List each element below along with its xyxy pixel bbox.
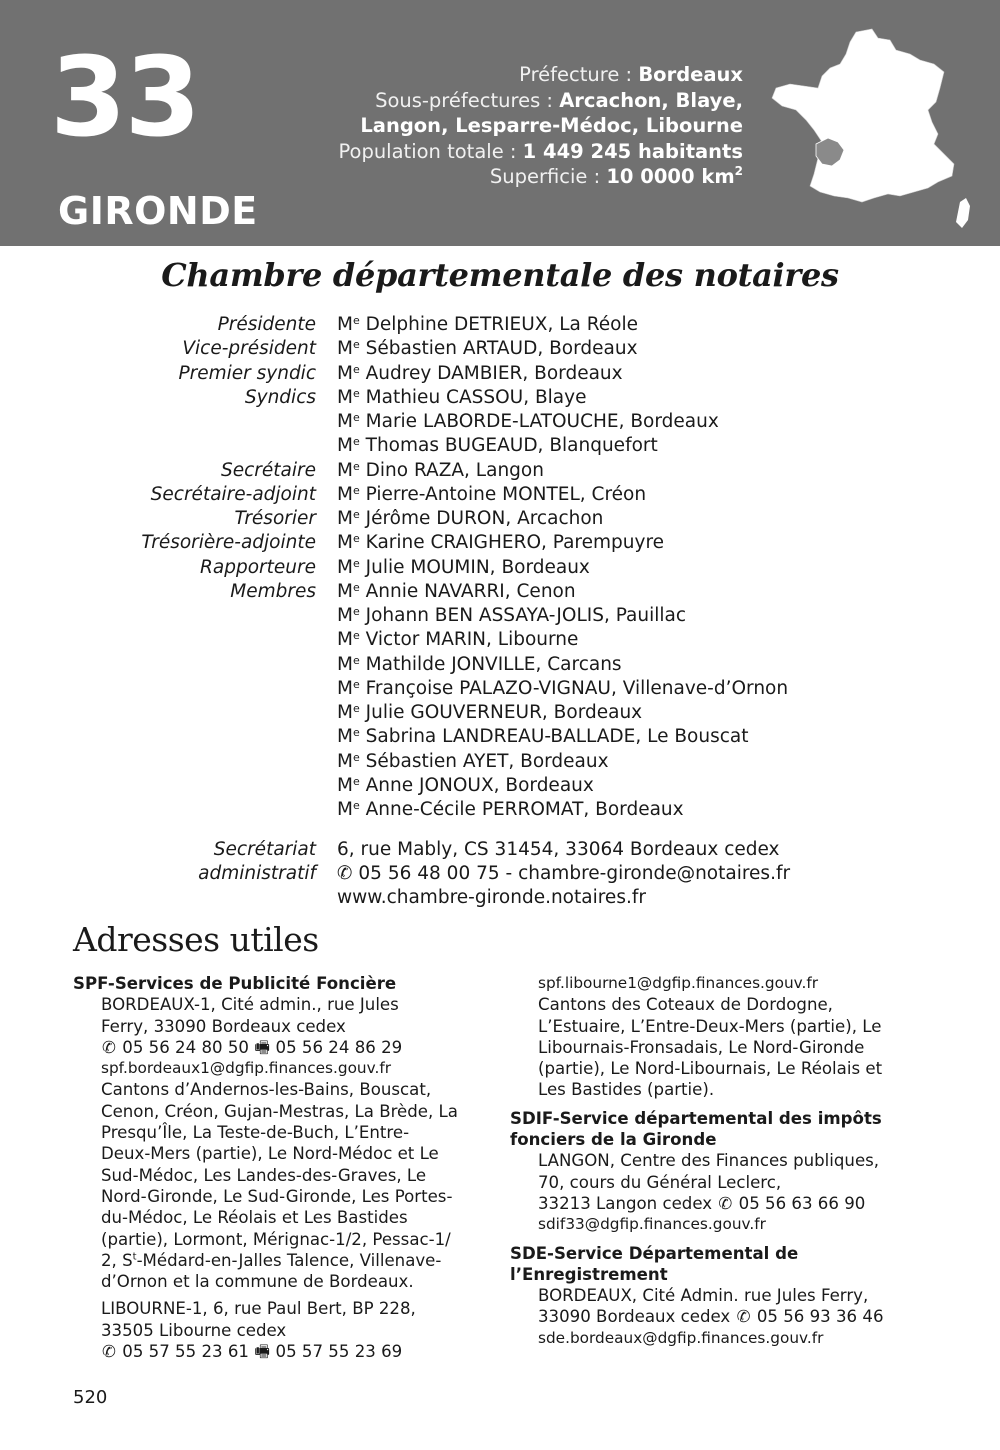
prefecture-label: Préfecture :: [519, 63, 633, 86]
member-name: Sébastien AYET, Bordeaux: [365, 750, 609, 772]
roster-member: [337, 459, 544, 483]
member-name: Audrey DAMBIER, Bordeaux: [365, 362, 623, 384]
title-prefix: M: [337, 362, 353, 384]
secretariat-address: 6, rue Mably, CS 31454, 33064 Bordeaux cedex: [337, 839, 780, 860]
roster-role: Trésorière-adjointe: [141, 532, 316, 554]
title-prefix: M: [337, 386, 353, 408]
roster-member: [337, 410, 719, 434]
title-prefix: M: [337, 750, 353, 772]
roster-row: [0, 459, 1000, 483]
title-prefix-sup: e: [352, 314, 360, 327]
member-name: Julie GOUVERNEUR, Bordeaux: [365, 702, 643, 723]
department-number: 33: [50, 33, 200, 161]
area-exponent: 2: [734, 164, 743, 178]
canton-line: (partie), Le Nord-Libournais, Le Réolais et: [538, 1059, 883, 1079]
spf-bordeaux-entry: [73, 994, 491, 1292]
sdif-heading: [510, 1108, 930, 1151]
member-name: Sébastien ARTAUD, Bordeaux: [365, 338, 638, 360]
roster-role: Secrétaire: [220, 459, 316, 481]
title-prefix-sup: e: [352, 799, 360, 812]
subprefectures-line-2: [338, 113, 743, 139]
roster-member: [337, 701, 642, 725]
spf-libourne-phone: 05 57 55 23 61: [122, 1342, 249, 1362]
title-prefix-sup: e: [352, 386, 360, 400]
prefecture-value: Bordeaux: [638, 63, 743, 86]
spf-bordeaux-email[interactable]: spf.bordeaux1@dgfip.finances.gouv.fr: [101, 1059, 392, 1078]
title-prefix-sup: e: [352, 750, 360, 764]
member-name: Pierre-Antoine MONTEL, Créon: [365, 483, 647, 505]
sde-city: 33090 Bordeaux cedex: [538, 1307, 731, 1327]
secretariat-row-2: [0, 862, 1000, 886]
france-mainland-shape: [772, 29, 954, 202]
sdif-email[interactable]: sdif33@dgfip.finances.gouv.fr: [538, 1215, 766, 1234]
canton-line: Cantons d’Andernos-les-Bains, Bouscat,: [101, 1080, 432, 1100]
title-prefix: M: [337, 677, 353, 699]
title-prefix: M: [337, 435, 353, 457]
member-name: Sabrina LANDREAU-BALLADE, Le Bouscat: [365, 726, 749, 748]
spf-heading: SPF-Services de Publicité Foncière: [73, 974, 397, 993]
member-name: Mathilde JONVILLE, Carcans: [365, 653, 622, 675]
secretariat-block: [0, 838, 1000, 910]
secretariat-row-1: [0, 838, 1000, 862]
addresses-right-column: [510, 973, 930, 1349]
member-name: Johann BEN ASSAYA-JOLIS, Pauillac: [365, 605, 687, 626]
roster-row: [0, 386, 1000, 410]
roster-row: [0, 556, 1000, 580]
roster-member: [337, 628, 578, 652]
fax-icon: 🖷: [254, 1037, 271, 1057]
title-prefix-sup: e: [352, 677, 360, 691]
member-name: Anne-Cécile PERROMAT, Bordeaux: [365, 799, 684, 820]
member-name: Karine CRAIGHERO, Parempuyre: [365, 532, 665, 554]
roster-member: [337, 362, 623, 386]
canton-line: Cenon, Créon, Gujan-Mestras, La Brède, La: [101, 1101, 458, 1121]
roster-row: [0, 507, 1000, 531]
title-prefix-sup: e: [352, 459, 360, 473]
title-prefix: M: [337, 774, 353, 796]
roster-row: [0, 701, 1000, 725]
member-name: Delphine DETRIEUX, La Réole: [365, 314, 638, 335]
roster-member: [337, 483, 646, 507]
roster-member: [337, 653, 622, 677]
cantons-st-sup: t: [132, 1251, 137, 1263]
roster-row: [0, 628, 1000, 652]
sdif-line-3: [538, 1193, 930, 1214]
chamber-roster: [0, 313, 1000, 822]
sde-email[interactable]: sde.bordeaux@dgfip.finances.gouv.fr: [538, 1328, 824, 1347]
title-prefix: M: [337, 605, 353, 626]
subprefectures-line: [338, 88, 743, 114]
canton-line: Libournais-Fronsadais, Le Nord-Gironde: [538, 1037, 865, 1057]
spf-bordeaux-phone: 05 56 24 80 50: [122, 1037, 249, 1057]
phone-icon: ✆: [337, 863, 353, 884]
roster-role: Membres: [230, 580, 316, 602]
spf-bordeaux-cantons-end: d’Ornon et la commune de Bordeaux.: [101, 1272, 414, 1292]
member-name: Françoise PALAZO-VIGNAU, Villenave-d’Ornon: [365, 677, 789, 699]
secretariat-contact: 05 56 48 00 75 - chambre-gironde@notaires.fr: [358, 863, 791, 884]
title-prefix: M: [337, 338, 353, 360]
spf-bordeaux-phones: [101, 1037, 491, 1058]
phone-icon: ✆: [102, 1037, 116, 1057]
roster-role: Syndics: [244, 386, 316, 408]
phone-icon: ✆: [718, 1193, 733, 1213]
sde-heading-line-1: SDE-Service Départemental de: [510, 1243, 799, 1263]
roster-row: [0, 580, 1000, 604]
roster-row: [0, 434, 1000, 458]
roster-member: [337, 434, 658, 458]
roster-row: [0, 313, 1000, 337]
roster-member: [337, 677, 788, 701]
sdif-city: 33213 Langon cedex: [538, 1193, 713, 1213]
prefecture-line: [338, 62, 743, 88]
sde-line-1: BORDEAUX, Cité Admin. rue Jules Ferry,: [538, 1286, 869, 1306]
spf-libourne-email[interactable]: spf.libourne1@dgfip.finances.gouv.fr: [538, 974, 819, 992]
canton-line: Les Bastides (partie).: [538, 1080, 715, 1100]
secretariat-contact-line: [337, 862, 790, 886]
secretariat-label-1: Secrétariat: [213, 839, 316, 860]
member-name: Marie LABORDE-LATOUCHE, Bordeaux: [365, 411, 719, 432]
spf-libourne-phones: [101, 1341, 491, 1362]
member-name: Thomas BUGEAUD, Blanquefort: [365, 435, 658, 457]
title-prefix-sup: e: [352, 338, 360, 352]
roster-role: Trésorier: [234, 508, 316, 529]
spf-libourne-fax: 05 57 55 23 69: [275, 1342, 403, 1362]
title-prefix: M: [337, 726, 353, 748]
spf-bordeaux-line-2: Ferry, 33090 Bordeaux cedex: [101, 1016, 346, 1036]
sdif-heading-line-2: fonciers de la Gironde: [510, 1130, 717, 1150]
sdif-phone: 05 56 63 66 90: [738, 1193, 866, 1213]
roster-row: [0, 750, 1000, 774]
sde-phone: 05 56 93 36 46: [756, 1307, 884, 1327]
sdif-line-2: 70, cours du Général Leclerc,: [538, 1172, 782, 1192]
title-prefix: M: [337, 532, 353, 554]
canton-line: Sud-Médoc, Les Landes-des-Graves, Le: [101, 1165, 427, 1185]
phone-icon: ✆: [736, 1307, 751, 1327]
area-label: Superficie :: [489, 165, 601, 188]
roster-role: Rapporteure: [200, 556, 316, 578]
title-prefix-sup: e: [352, 411, 360, 424]
roster-member: [337, 750, 609, 774]
phone-icon: ✆: [102, 1342, 116, 1362]
department-header: [0, 0, 1000, 246]
sdif-line-1: LANGON, Centre des Finances publiques,: [538, 1151, 880, 1171]
member-name: Annie NAVARRI, Cenon: [365, 580, 576, 602]
roster-member: [337, 531, 664, 555]
title-prefix-sup: e: [352, 580, 360, 594]
roster-member: [337, 725, 749, 749]
department-facts: [338, 62, 743, 190]
title-prefix: M: [337, 508, 353, 529]
roster-row: [0, 483, 1000, 507]
department-name: GIRONDE: [58, 189, 258, 233]
roster-member: [337, 556, 590, 580]
member-name: Anne JONOUX, Bordeaux: [365, 774, 594, 796]
title-prefix: M: [337, 580, 353, 602]
member-name: Mathieu CASSOU, Blaye: [365, 386, 587, 408]
sdif-heading-line-1: SDIF-Service départemental des impôts: [510, 1108, 882, 1128]
roster-row: [0, 653, 1000, 677]
title-prefix: M: [337, 411, 353, 432]
roster-member: [337, 313, 638, 337]
spf-libourne-entry: [73, 1298, 491, 1362]
title-prefix-sup: e: [352, 435, 360, 449]
france-map-icon: [768, 26, 980, 238]
cantons-st-pre: 2, S: [101, 1250, 133, 1270]
sde-heading: [510, 1243, 930, 1286]
title-prefix-sup: e: [352, 362, 360, 376]
spf-bordeaux-cantons: [101, 1079, 491, 1249]
canton-line: du-Médoc, Le Réolais et Les Bastides: [101, 1208, 408, 1228]
roster-role: Premier syndic: [178, 362, 316, 384]
title-prefix: M: [337, 799, 353, 820]
spf-libourne-line-1: LIBOURNE-1, 6, rue Paul Bert, BP 228,: [101, 1299, 416, 1319]
title-prefix: M: [337, 483, 353, 505]
population-line: [338, 139, 743, 165]
canton-line: L’Estuaire, L’Entre-Deux-Mers (partie), Le: [538, 1016, 882, 1036]
roster-row: [0, 337, 1000, 361]
roster-member: [337, 798, 684, 822]
canton-line: Nord-Gironde, Le Sud-Gironde, Les Portes-: [101, 1186, 453, 1206]
roster-row: [0, 798, 1000, 822]
title-prefix: M: [337, 702, 353, 723]
title-prefix: M: [337, 459, 353, 481]
subprefectures-value-1: Arcachon, Blaye,: [559, 88, 743, 112]
title-prefix-sup: e: [352, 726, 360, 740]
spf-libourne-line-2: 33505 Libourne cedex: [101, 1320, 287, 1340]
roster-role: Présidente: [217, 314, 316, 335]
member-name: Jérôme DURON, Arcachon: [365, 508, 604, 529]
title-prefix-sup: e: [352, 532, 360, 546]
roster-member: [337, 337, 638, 361]
canton-line: Cantons des Coteaux de Dordogne,: [538, 995, 833, 1015]
sdif-entry: [510, 1150, 930, 1235]
subprefectures-value-2: Langon, Lesparre-Médoc, Libourne: [360, 114, 743, 137]
title-prefix-sup: e: [352, 508, 360, 521]
title-prefix-sup: e: [352, 629, 360, 643]
secretariat-row-3: [0, 886, 1000, 910]
roster-row: [0, 531, 1000, 555]
spf-libourne-continued: [510, 973, 930, 1101]
population-label: Population totale :: [338, 139, 517, 163]
roster-member: [337, 604, 686, 628]
spf-libourne-cantons: [538, 994, 930, 1100]
member-name: Julie MOUMIN, Bordeaux: [365, 556, 590, 578]
roster-member: [337, 507, 603, 531]
roster-row: [0, 774, 1000, 798]
roster-row: [0, 725, 1000, 749]
addresses-title: Adresses utiles: [73, 920, 319, 959]
area-value: 10 0000 km: [606, 165, 735, 188]
title-prefix: M: [337, 653, 353, 675]
title-prefix: M: [337, 629, 353, 651]
secretariat-website[interactable]: www.chambre-gironde.notaires.fr: [337, 887, 646, 908]
title-prefix-sup: e: [352, 483, 360, 497]
page-number: 520: [73, 1387, 108, 1408]
cantons-st-post: -Médard-en-Jalles Talence, Villenave-: [136, 1250, 442, 1270]
member-name: Dino RAZA, Langon: [365, 459, 544, 481]
roster-row: [0, 604, 1000, 628]
roster-role: Secrétaire-adjoint: [150, 483, 316, 505]
sde-heading-line-2: l’Enregistrement: [510, 1264, 668, 1284]
roster-row: [0, 677, 1000, 701]
roster-role: Vice-président: [182, 338, 316, 360]
roster-row: [0, 362, 1000, 386]
title-prefix-sup: e: [352, 774, 360, 788]
title-prefix: M: [337, 556, 353, 578]
subprefectures-label: Sous-préfectures :: [375, 88, 553, 112]
spf-bordeaux-line-1: BORDEAUX-1, Cité admin., rue Jules: [101, 995, 399, 1015]
spf-bordeaux-cantons-st: [101, 1250, 491, 1271]
sde-entry: [510, 1285, 930, 1349]
canton-line: (partie), Lormont, Mérignac-1/2, Pessac-1/: [101, 1229, 451, 1249]
population-value: 1 449 245 habitants: [522, 139, 743, 163]
spf-bordeaux-fax: 05 56 24 86 29: [275, 1037, 403, 1057]
area-line: [338, 164, 743, 190]
chamber-title: Chambre départementale des notaires: [161, 256, 839, 294]
roster-member: [337, 580, 576, 604]
roster-member: [337, 774, 594, 798]
canton-line: Presqu’Île, La Teste-de-Buch, L’Entre-: [101, 1123, 410, 1143]
title-prefix-sup: e: [352, 605, 360, 618]
sde-line-2: [538, 1306, 930, 1327]
title-prefix-sup: e: [352, 556, 360, 570]
fax-icon: 🖷: [254, 1342, 271, 1362]
roster-row: [0, 410, 1000, 434]
roster-member: [337, 386, 586, 410]
member-name: Victor MARIN, Libourne: [365, 629, 579, 651]
secretariat-label-2: administratif: [198, 863, 316, 884]
title-prefix-sup: e: [352, 653, 360, 667]
addresses-left-column: [73, 973, 491, 1362]
title-prefix-sup: e: [352, 702, 360, 715]
canton-line: Deux-Mers (partie), Le Nord-Médoc et Le: [101, 1144, 439, 1164]
title-prefix: M: [337, 314, 353, 335]
corsica-shape: [956, 198, 970, 228]
